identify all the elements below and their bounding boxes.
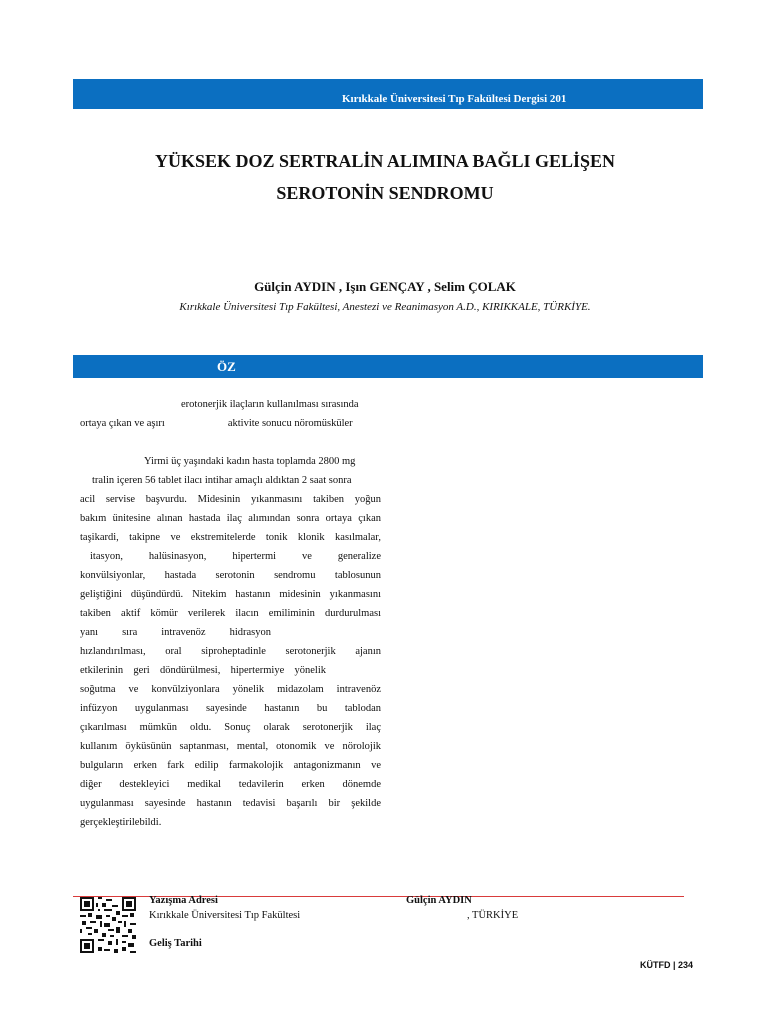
author-affiliation: Kırıkkale Üniversitesi Tıp Fakültesi, Anestezi ve Reanimasyon A.D., KIRIKKALE, TÜRKİYE. [179, 301, 591, 313]
abstract-line: bulguların erken fark edilip farmakolojik antagonizmanın ve [80, 760, 381, 771]
abstract-line: takiben aktif kömür verilerek ilacın emiliminin durdurulması [80, 608, 381, 619]
correspondence-label: Yazışma Adresi [149, 895, 218, 906]
abstract-line: kullanım öyküsünün saptanması, mental, otonomik ve nörolojik [80, 741, 381, 752]
abstract-line: taşikardi, takipne ve ekstremitelerde tonik klonik kasılmalar, [80, 532, 381, 543]
abstract-line: acil servise başvurdu. Midesinin yıkanmasını takiben yoğun [80, 494, 381, 505]
abstract-line: erotonerjik ilaçların kullanılması sırasında [181, 399, 359, 410]
correspondence-institution: Kırıkkale Üniversitesi Tıp Fakültesi [149, 910, 301, 921]
journal-name: Kırıkkale Üniversitesi Tıp Fakültesi Dergisi 201 [342, 93, 567, 105]
article-title-line-1: YÜKSEK DOZ SERTRALİN ALIMINA BAĞLI GELİŞEN [155, 151, 615, 171]
abstract-line: etkilerinin geri döndürülmesi, hipertermiye yönelik [80, 665, 326, 676]
page-number: KÜTFD | 234 [640, 960, 694, 970]
abstract-line: soğutma ve konvülziyonlara yönelik midazolam intravenöz [80, 684, 381, 695]
abstract-line: diğer destekleyici medikal tedavilerin erken dönemde [80, 779, 381, 790]
abstract-heading-bar [73, 355, 703, 378]
abstract-text [80, 395, 381, 832]
abstract-line: geliştiğini düşündürdü. Nitekim hastanın midesinin yıkanmasını [80, 589, 381, 600]
qr-code-icon [80, 897, 136, 953]
abstract-heading: ÖZ [217, 359, 236, 374]
abstract-line: Yirmi üç yaşındaki kadın hasta toplamda 2800 mg [144, 456, 356, 467]
abstract-line: bakım ünitesine alınan hastada ilaç alımından sonra ortaya çıkan [80, 513, 381, 524]
abstract-line: gerçekleştirilebildi. [80, 817, 162, 828]
abstract-line: ortaya çıkan ve aşırı aktivite sonucu nöromüsküler [80, 418, 353, 429]
received-date-label: Geliş Tarihi [149, 938, 202, 949]
abstract-line: hızlandırılması, oral siproheptadinle serotonerjik ajanın [80, 646, 381, 657]
paragraph-gap [80, 433, 381, 452]
abstract-line: çıkarılması mümkün oldu. Sonuç olarak serotonerjik ilaç [80, 722, 381, 733]
abstract-line: infüzyon uygulanması sayesinde hastanın bu tablodan [80, 703, 381, 714]
correspondence-name: Gülçin AYDIN [406, 895, 472, 906]
author-list: Gülçin AYDIN , Işın GENÇAY , Selim ÇOLAK [254, 279, 516, 294]
abstract-line: yanı sıra intravenöz hidrasyon [80, 627, 271, 638]
article-title [73, 145, 697, 209]
correspondence-country: , TÜRKİYE [467, 910, 519, 921]
abstract-line: uygulanması sayesinde hastanın tedavisi başarılı bir şekilde [80, 798, 381, 809]
journal-header-bar [73, 79, 703, 109]
abstract-line: itasyon, halüsinasyon, hipertermi ve generalize [90, 551, 381, 562]
abstract-line: konvülsiyonlar, hastada serotonin sendromu tablosunun [80, 570, 381, 581]
article-title-line-2: SEROTONİN SENDROMU [276, 183, 494, 203]
abstract-line: tralin içeren 56 tablet ilacı intihar amaçlı aldıktan 2 saat sonra [92, 475, 352, 486]
